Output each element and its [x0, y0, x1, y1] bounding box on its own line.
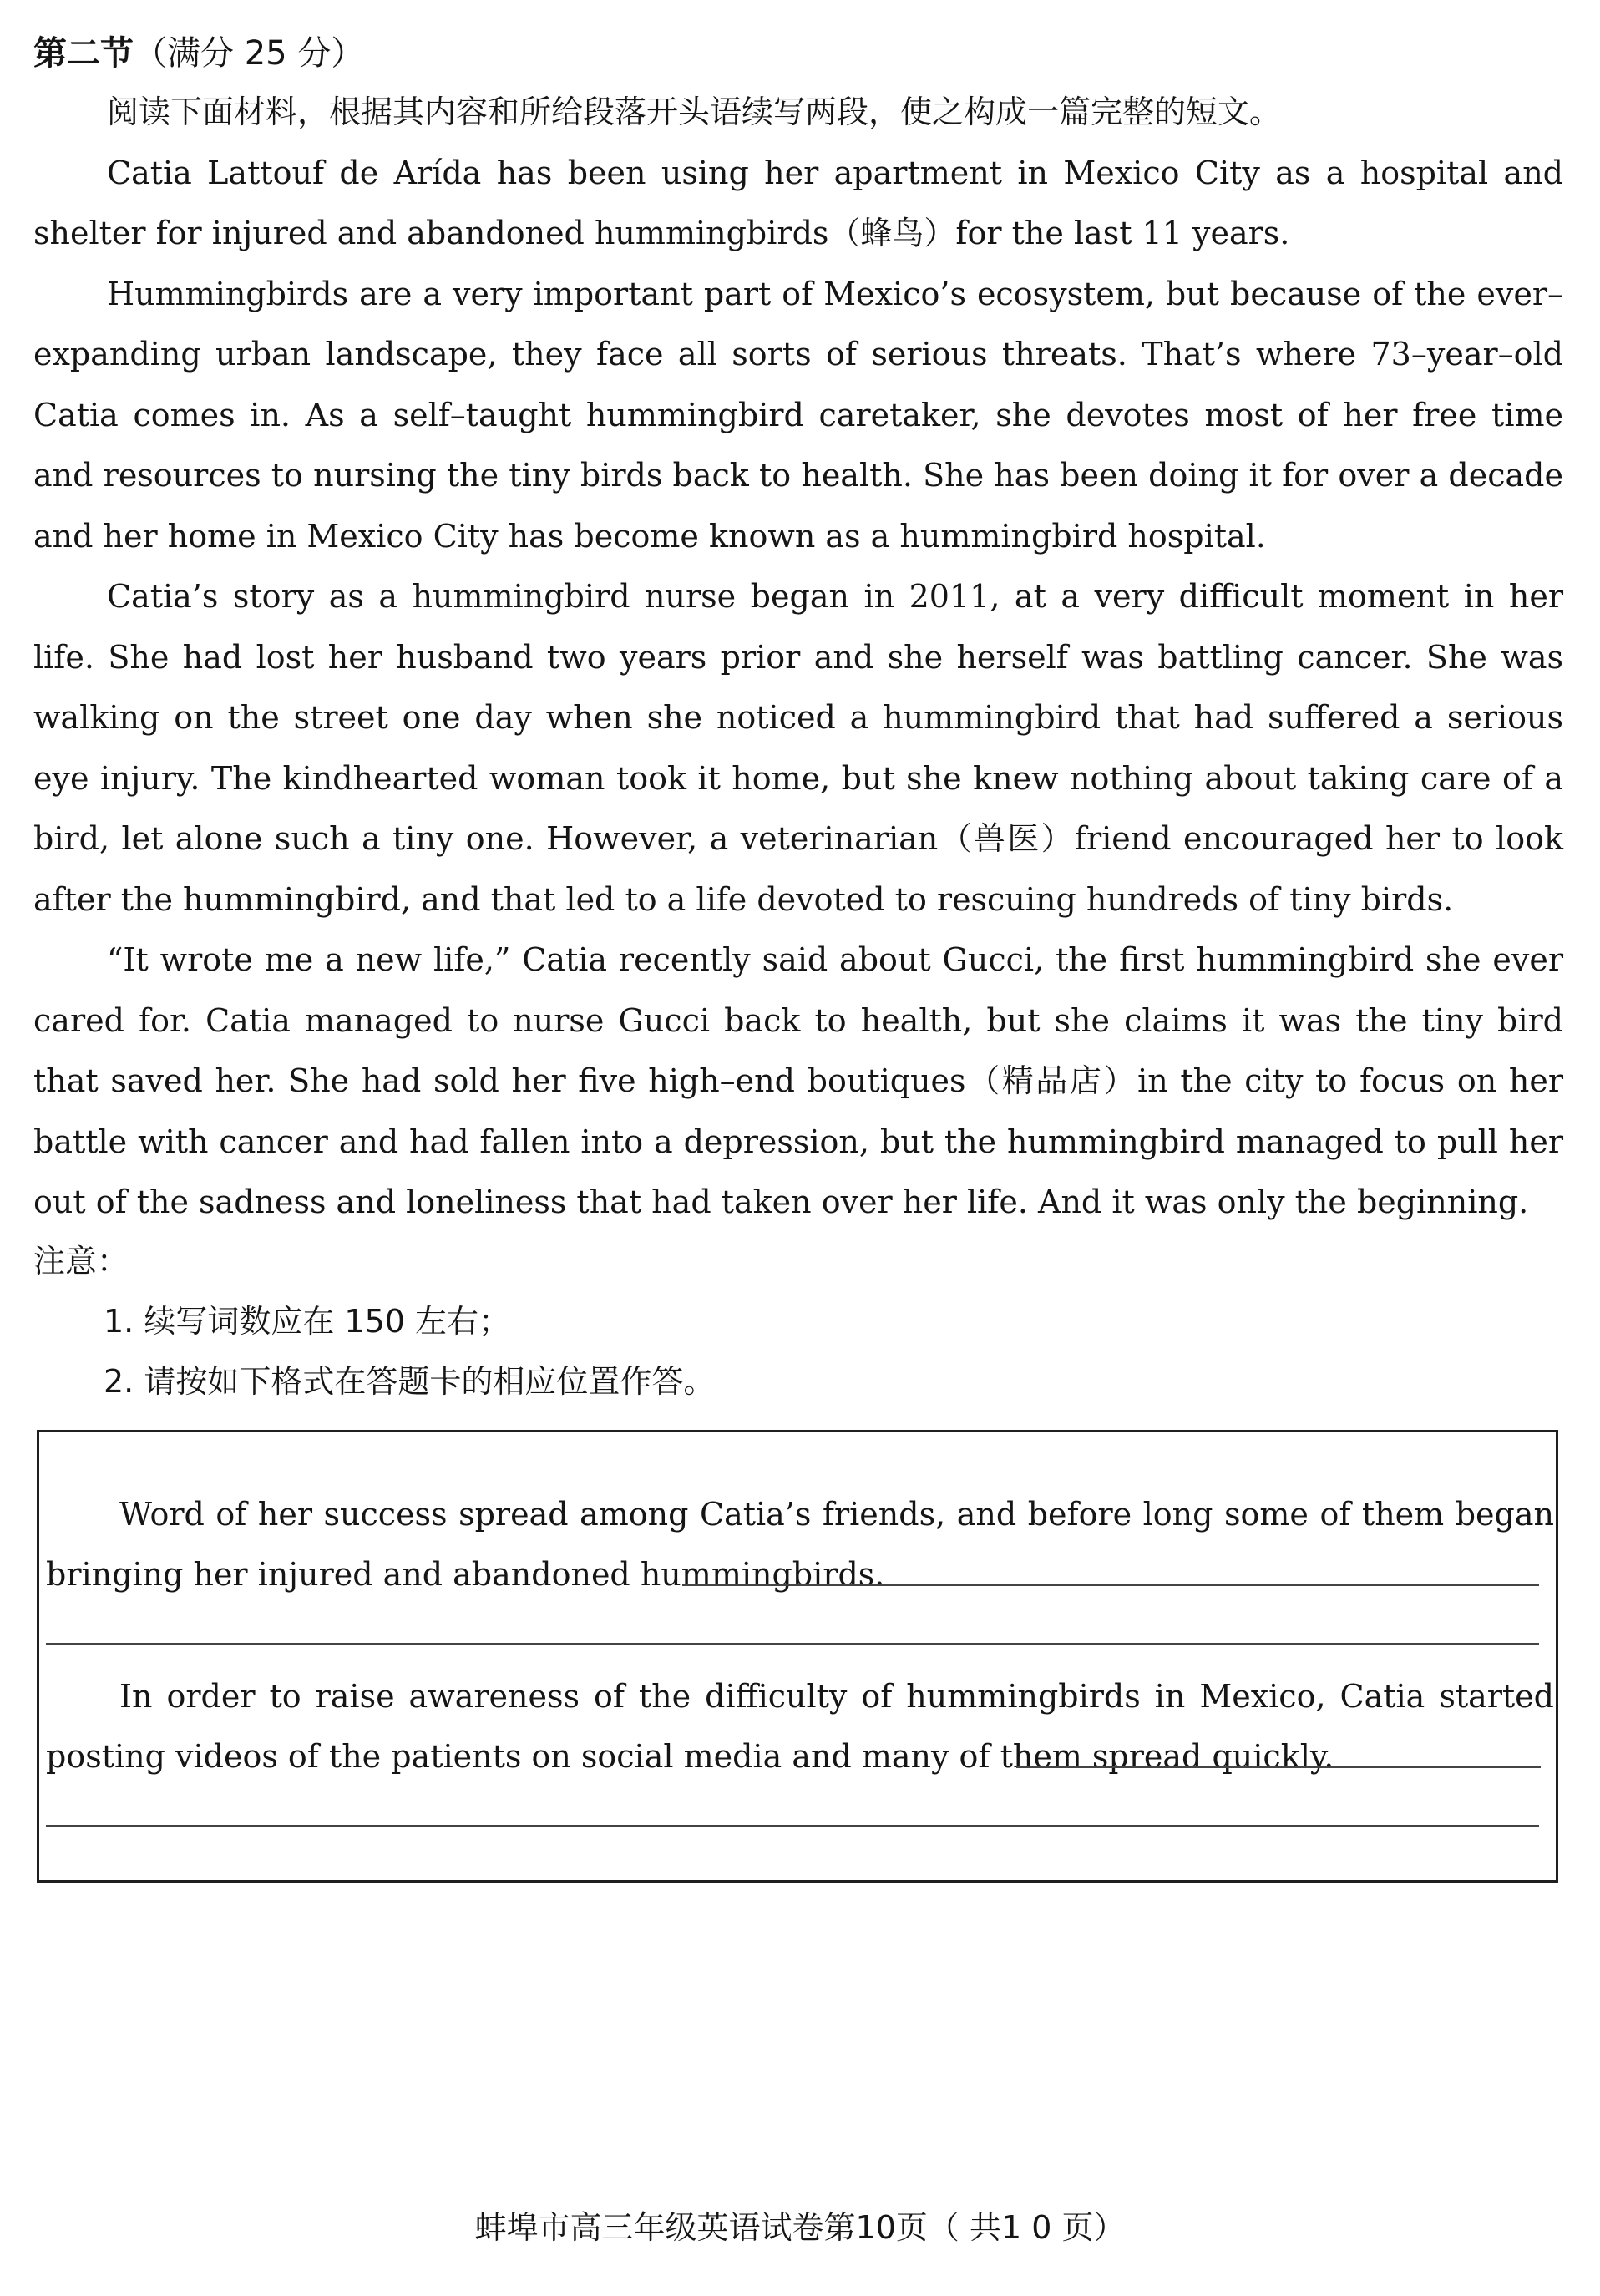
notes-title: 注意： [33, 1243, 129, 1280]
answer-paragraph-2 [46, 1666, 1554, 1787]
answer-paragraph-2-opening: In order to raise awareness of the difficulty of hummingbirds in Mexico, Catia started posting videos of the patients on social media and many of them spread quickly. [46, 1678, 1554, 1775]
answer-box [37, 1430, 1558, 1883]
answer-paragraph-1-opening: Word of her success spread among Catia’s friends, and before long some of them began bringing her injured and abandoned hummingbirds. [46, 1496, 1554, 1593]
answer-paragraph-1 [46, 1484, 1554, 1604]
page-footer: 蚌埠市高三年级英语试卷第10页（ 共1 0 页） [474, 2209, 1126, 2246]
note-item-2: 2. 请按如下格式在答题卡的相应位置作答。 [104, 1363, 716, 1400]
section-score: （满分 25 分） [134, 34, 365, 73]
answer-blank-1a[interactable] [682, 1584, 1539, 1586]
answer-blank-2b[interactable] [46, 1825, 1539, 1827]
passage-paragraph-2: Hummingbirds are a very important part of Mexico’s ecosystem, but because of the ever–expanding urban landscape, they face all sorts of serious threats. That’s where 73–year–old Catia comes in. As a self–taught hummingbird caretaker, she devotes most of her free time and resources to nursing the tiny birds back to health. She has been doing it for over a decade and her home in Mexico City has become known as a hummingbird hospital. [33, 275, 1563, 555]
answer-blank-1b[interactable] [46, 1643, 1539, 1645]
task-instructions: 阅读下面材料，根据其内容和所给段落开头语续写两段，使之构成一篇完整的短文。 [107, 94, 1282, 130]
note-item-1: 1. 续写词数应在 150 左右； [104, 1303, 511, 1340]
reading-passage [33, 82, 1563, 1233]
answer-blank-2a[interactable] [1016, 1766, 1541, 1768]
section-title: 第二节 [33, 34, 134, 73]
passage-paragraph-1: Catia Lattouf de Arída has been using her apartment in Mexico City as a hospital and shelter for injured and abandoned hummingbirds（蜂鸟）for the last 11 years. [33, 154, 1563, 251]
section-heading [33, 32, 364, 75]
passage-paragraph-4: “It wrote me a new life,” Catia recently said about Gucci, the first hummingbird she ever cared for. Catia managed to nurse Gucci back to health, but she claims it was the tiny bird that saved her. She had sold her five high–end boutiques（精品店）in the city to focus on her battle with cancer and had fallen into a depression, but the hummingbird managed to pull her out of the sadness and loneliness that had taken over her life. And it was only the beginning. [33, 941, 1563, 1220]
passage-paragraph-3: Catia’s story as a hummingbird nurse began in 2011, at a very difficult moment in her life. She had lost her husband two years prior and she herself was battling cancer. She was walking on the street one day when she noticed a hummingbird that had suffered a serious eye injury. The kindhearted woman took it home, but she knew nothing about taking care of a bird, let alone such a tiny one. However, a veterinarian（兽医）friend encouraged her to look after the hummingbird, and that led to a life devoted to rescuing hundreds of tiny birds. [33, 578, 1563, 918]
